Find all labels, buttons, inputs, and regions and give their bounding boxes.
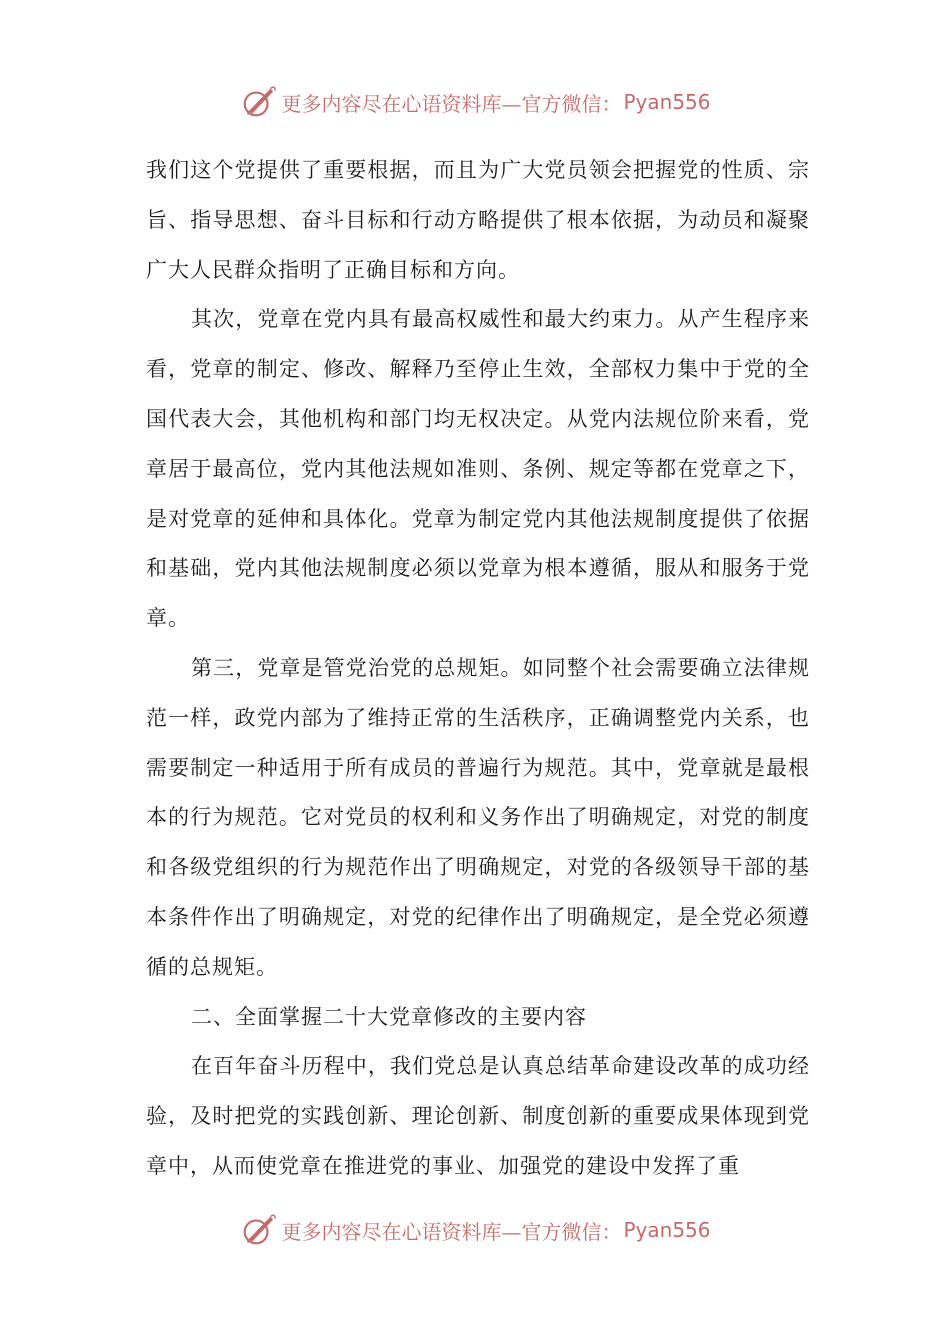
quill-pen-logo-icon [239, 1211, 277, 1249]
document-body [146, 146, 810, 1192]
section-heading: 二、全面掌握二十大党章修改的主要内容 [191, 1004, 587, 1029]
header-watermark-banner [0, 82, 950, 122]
paragraph-1: 我们这个党提供了重要根据，而且为广大党员领会把握党的性质、宗旨、指导思想、奋斗目标和行动方略提供了根本依据，为动员和凝聚广大人民群众指明了正确目标和方向。 [146, 158, 810, 282]
footer-watermark-banner [0, 1210, 950, 1250]
paragraph-2: 其次，党章在党内具有最高权威性和最大约束力。从产生程序来看，党章的制定、修改、解释乃至停止生效，全部权力集中于党的全国代表大会，其他机构和部门均无权决定。从党内法规位阶来看，党章居于最高位，党内其他法规如准则、条例、规定等都在党章之下，是对党章的延伸和具体化。党章为制定党内其他法规制度提供了依据和基础，党内其他法规制度必须以党章为根本遵循，服从和服务于党章。 [146, 307, 810, 631]
banner-wechat-id: Pyan556 [623, 90, 711, 114]
banner-wechat-id: Pyan556 [623, 1218, 711, 1242]
quill-pen-logo-icon [239, 83, 277, 121]
banner-text: 更多内容尽在心语资料库—官方微信： [281, 91, 622, 116]
paragraph-3: 第三，党章是管党治党的总规矩。如同整个社会需要确立法律规范一样，政党内部为了维持正常的生活秩序，正确调整党内关系，也需要制定一种适用于所有成员的普遍行为规范。其中，党章就是最根本的行为规范。它对党员的权利和义务作出了明确规定，对党的制度和各级党组织的行为规范作出了明确规定，对党的各级领导干部的基本条件作出了明确规定，对党的纪律作出了明确规定，是全党必须遵循的总规矩。 [146, 655, 810, 979]
banner-text: 更多内容尽在心语资料库—官方微信： [281, 1219, 622, 1244]
paragraph-4: 在百年奋斗历程中，我们党总是认真总结革命建设改革的成功经验，及时把党的实践创新、理论创新、制度创新的重要成果体现到党章中，从而使党章在推进党的事业、加强党的建设中发挥了重 [146, 1054, 810, 1178]
